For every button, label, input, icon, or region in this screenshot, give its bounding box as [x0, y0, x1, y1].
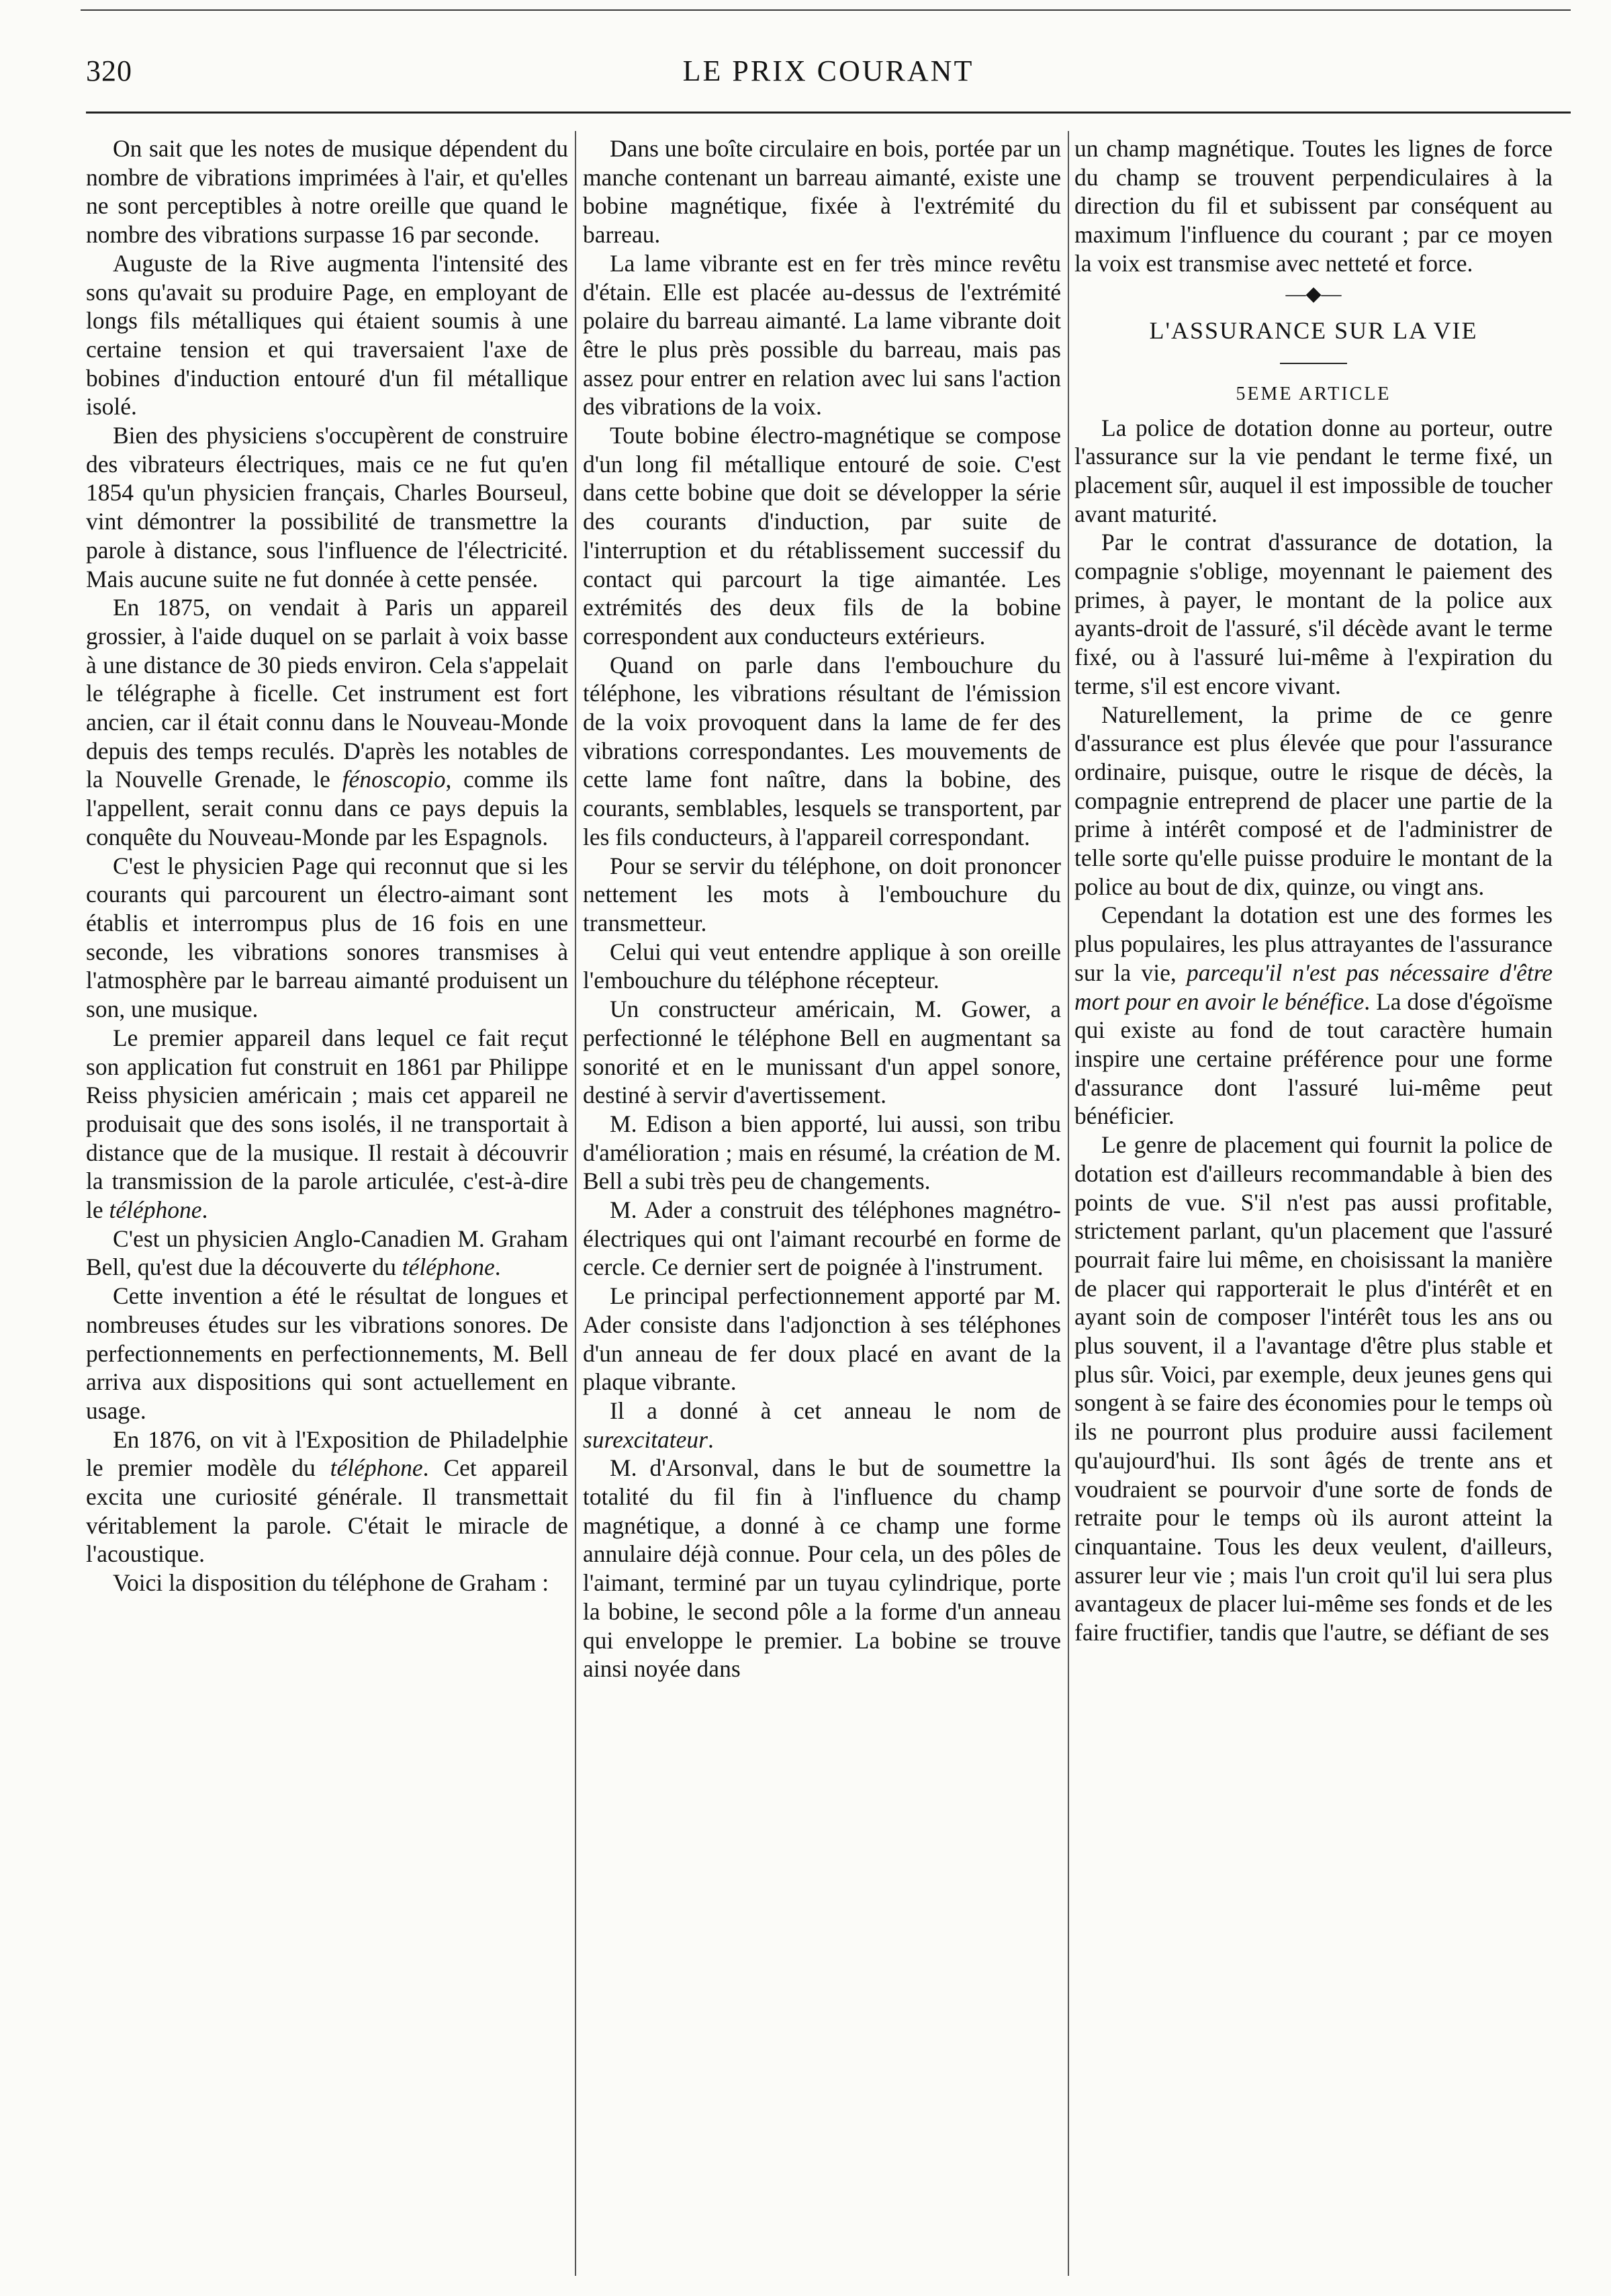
column-divider — [1068, 131, 1069, 2276]
column-2 — [583, 134, 1061, 1683]
text-run: . — [494, 1253, 501, 1281]
text-run: . — [708, 1425, 714, 1453]
italic-term: téléphone — [109, 1196, 202, 1224]
column-1 — [86, 134, 568, 1597]
paragraph: Le principal perfectionnement apporté par M. Ader consiste dans l'adjonction à ses téléphones d'un anneau de fer doux placé en avant de la plaque vibrante. — [583, 1282, 1061, 1396]
section-subtitle: 5EME ARTICLE — [1236, 383, 1391, 404]
paragraph: Bien des physiciens s'occupèrent de construire des vibrateurs électriques, mais ce ne fut qu'en 1854 qu'un physicien français, Charles Bourseul, vint démontrer la possibilité de transmettre la parole à distance, sous l'influence de l'électricité. Mais aucune suite ne fut donnée à cette pensée. — [86, 422, 568, 592]
paragraph — [86, 1425, 568, 1569]
text-run: . Cet appareil excita une curiosité générale. Il transmettait véritablement la parole. C'était le miracle de l'acoustique. — [86, 1454, 568, 1568]
paragraph: Quand on parle dans l'embouchure du téléphone, les vibrations résultant de l'émission de la voix provoquent dans la lame de fer des vibrations correspondantes. Les mouvements de cette lame font naître, dans la bobine, des courants, semblables, lesquels se transportent, par les fils conducteurs, à l'appareil correspondant. — [583, 651, 1061, 850]
paragraph: Dans une boîte circulaire en bois, portée par un manche contenant un barreau aimanté, existe une bobine magnétique, fixée à l'extrémité du barreau. — [583, 135, 1061, 249]
ornament-divider: —◆— — [1285, 282, 1342, 305]
paragraph: On sait que les notes de musique dépendent du nombre de vibrations imprimées à l'air, et qu'elles ne sont perceptibles à notre oreille que quand le nombre des vibrations surpasse 16 par seconde. — [86, 135, 568, 249]
column-divider — [575, 131, 576, 2276]
journal-title: LE PRIX COURANT — [682, 54, 974, 87]
text-run: C'est un physicien Anglo-Canadien M. Graham Bell, qu'est due la découverte du — [86, 1225, 568, 1281]
page-number: 320 — [86, 54, 132, 87]
paragraph — [1074, 901, 1553, 1131]
italic-term: fénoscopio — [342, 766, 446, 793]
text-run: Il a donné à cet anneau le nom de — [610, 1397, 1061, 1424]
italic-term: téléphone — [330, 1454, 423, 1482]
paragraph: un champ magnétique. Toutes les lignes de force du champ se trouvent perpendiculaires à la direction du fil et subissent par conséquent au maximum l'influence du courant ; par ce moyen la voix est transmise avec netteté et force. — [1074, 135, 1553, 277]
text-run: Le premier appareil dans lequel ce fait reçut son application fut construit en 1861 par Philippe Reiss physicien américain ; mais cet appareil ne produisait que des sons isolés, il ne transportait à distance que de la musique. Il restait à découvrir la transmission de la parole articulée, c'est-à-dire le — [86, 1024, 568, 1224]
paragraph: Toute bobine électro-magnétique se compose d'un long fil métallique entouré de soie. C'est dans cette bobine que doit se développer la série des courants d'induction, par suite de l'interruption et du rétablissement successif du contact qui parcourt la tige aimantée. Les extrémités des deux fils de la bobine correspondent aux conducteurs extérieurs. — [583, 422, 1061, 650]
italic-term: téléphone — [402, 1253, 495, 1281]
paragraph: Auguste de la Rive augmenta l'intensité des sons qu'avait su produire Page, en employant de longs fils métalliques qui étaient soumis à une certaine tension et qui traversaient l'axe de bobines d'induction entouré d'un fil métallique isolé. — [86, 249, 568, 421]
paragraph: La lame vibrante est en fer très mince revêtu d'étain. Elle est placée au-dessus de l'extrémité polaire du barreau aimanté. La lame vibrante doit être le plus près possible du barreau, mais pas assez pour entrer en relation avec lui sans l'action des vibrations de la voix. — [583, 249, 1061, 421]
paragraph: M. d'Arsonval, dans le but de soumettre la totalité du fil fin à l'influence du champ magnétique, a donné à ce champ une forme annulaire déjà connue. Pour cela, un des pôles de l'aimant, terminé par un tuyau cylindrique, porte la bobine, le second pôle a la forme d'un anneau qui enveloppe le premier. La bobine se trouve ainsi noyée dans — [583, 1454, 1061, 1683]
paragraph: M. Edison a bien apporté, lui aussi, son tribu d'amélioration ; mais en résumé, la création de M. Bell a subi très peu de changements. — [583, 1110, 1061, 1195]
text-run: , comme ils l'appellent, serait connu dans ce pays depuis la conquête du Nouveau-Monde par les Espagnols. — [86, 766, 569, 850]
paragraph: La police de dotation donne au porteur, outre l'assurance sur la vie pendant le terme fixé, un placement sûr, auquel il est impossible de toucher avant maturité. — [1074, 414, 1553, 527]
paragraph — [86, 1225, 568, 1282]
italic-phrase: parcequ'il n'est pas nécessaire d'être mort pour en avoir le bénéfice — [1074, 959, 1553, 1015]
section-title: L'ASSURANCE SUR LA VIE — [1149, 316, 1478, 344]
paragraph — [86, 1024, 568, 1225]
paragraph: Voici la disposition du téléphone de Graham : — [113, 1569, 549, 1597]
top-rule — [81, 9, 1571, 11]
paragraph: Par le contrat d'assurance de dotation, la compagnie s'oblige, moyennant le paiement des primes, à payer, le montant de la police aux ayants-droit de l'assuré, s'il décède avant le terme fixé, ou à l'assuré lui-même à l'expiration du terme, s'il est encore vivant. — [1074, 529, 1553, 699]
paragraph: Celui qui veut entendre applique à son oreille l'embouchure du téléphone récepteur. — [583, 938, 1061, 994]
column-3 — [1074, 134, 1553, 1647]
text-run: En 1876, on vit à l'Exposition de Philadelphie le premier modèle du — [86, 1425, 568, 1482]
italic-term: surexcitateur — [583, 1425, 708, 1453]
paragraph: C'est le physicien Page qui reconnut que si les courants qui parcourent un électro-aimant sont établis et interrompus plus de 16 fois en une seconde, les vibrations sonores transmises à l'atmosphère par le barreau aimanté produisent un son, une musique. — [86, 852, 568, 1023]
paragraph — [583, 1397, 1061, 1454]
paragraph: Un constructeur américain, M. Gower, a perfectionné le téléphone Bell en augmentant sa sonorité et en le munissant d'un appel sonore, destiné à servir d'avertissement. — [583, 996, 1061, 1109]
paragraph: Le genre de placement qui fournit la police de dotation est d'ailleurs recommandable à bien des points de vue. S'il n'est pas aussi profitable, strictement parlant, qu'un placement que l'assuré pourrait faire lui même, en choisissant la manière de placer qui rapporterait le plus d'intérêt et en ayant soin de composer l'intérêt tous les ans ou plus souvent, il a l'avantage d'être plus stable et plus sûr. Voici, par exemple, deux jeunes gens qui songent à se faire des économies pour le temps où ils ne pourront plus produire aussi facilement qu'aujourd'hui. Ils sont âgés de trente ans et voudraient se pourvoir d'une sorte de fonds de retraite pour le temps où ils auront atteint la cinquantaine. Tous les deux veulent, d'ailleurs, assurer leur vie ; mais l'un croit qu'il lui sera plus avantageux de placer lui-même ses fonds et de les faire fructifier, tandis que l'autre, se défiant de ses — [1074, 1131, 1553, 1646]
paragraph: Naturellement, la prime de ce genre d'assurance est plus élevée que pour l'assurance ordinaire, puisque, outre le risque de décès, la compagnie entreprend de placer une partie de la prime à intérêt composé et de l'administrer de telle sorte qu'elle puisse produire le montant de la police au bout de dix, quinze, ou vingt ans. — [1074, 701, 1553, 900]
paragraph: M. Ader a construit des téléphones magnétro-électriques qui ont l'aimant recourbé en forme de cercle. Ce dernier sert de poignée à l'instrument. — [583, 1196, 1061, 1281]
text-run: En 1875, on vendait à Paris un appareil grossier, à l'aide duquel on se parlait à voix basse à une distance de 30 pieds environ. Cela s'appelait le télégraphe à ficelle. Cet instrument est fort ancien, car il était connu dans le Nouveau-Monde depuis des temps reculés. D'après les notables de la Nouvelle Grenade, le — [86, 594, 568, 793]
paragraph — [86, 593, 568, 851]
section-rule — [1280, 363, 1347, 364]
paragraph: Pour se servir du téléphone, on doit prononcer nettement les mots à l'embouchure du transmetteur. — [583, 852, 1061, 936]
page-header — [86, 54, 1571, 101]
text-run: . La dose d'égoïsme qui existe au fond de tout caractère humain inspire une certaine préférence pour une forme d'assurance dont l'assuré lui-même peut bénéficier. — [1074, 987, 1553, 1130]
text-run: . — [201, 1196, 208, 1224]
header-rule — [86, 112, 1571, 114]
text-run: Cependant la dotation est une des formes les plus populaires, les plus attrayantes de l'assurance sur la vie, — [1074, 901, 1553, 986]
paragraph: Cette invention a été le résultat de longues et nombreuses études sur les vibrations sonores. De perfectionnements en perfectionnements, M. Bell arriva aux dispositions qui sont actuellement en usage. — [86, 1282, 568, 1424]
